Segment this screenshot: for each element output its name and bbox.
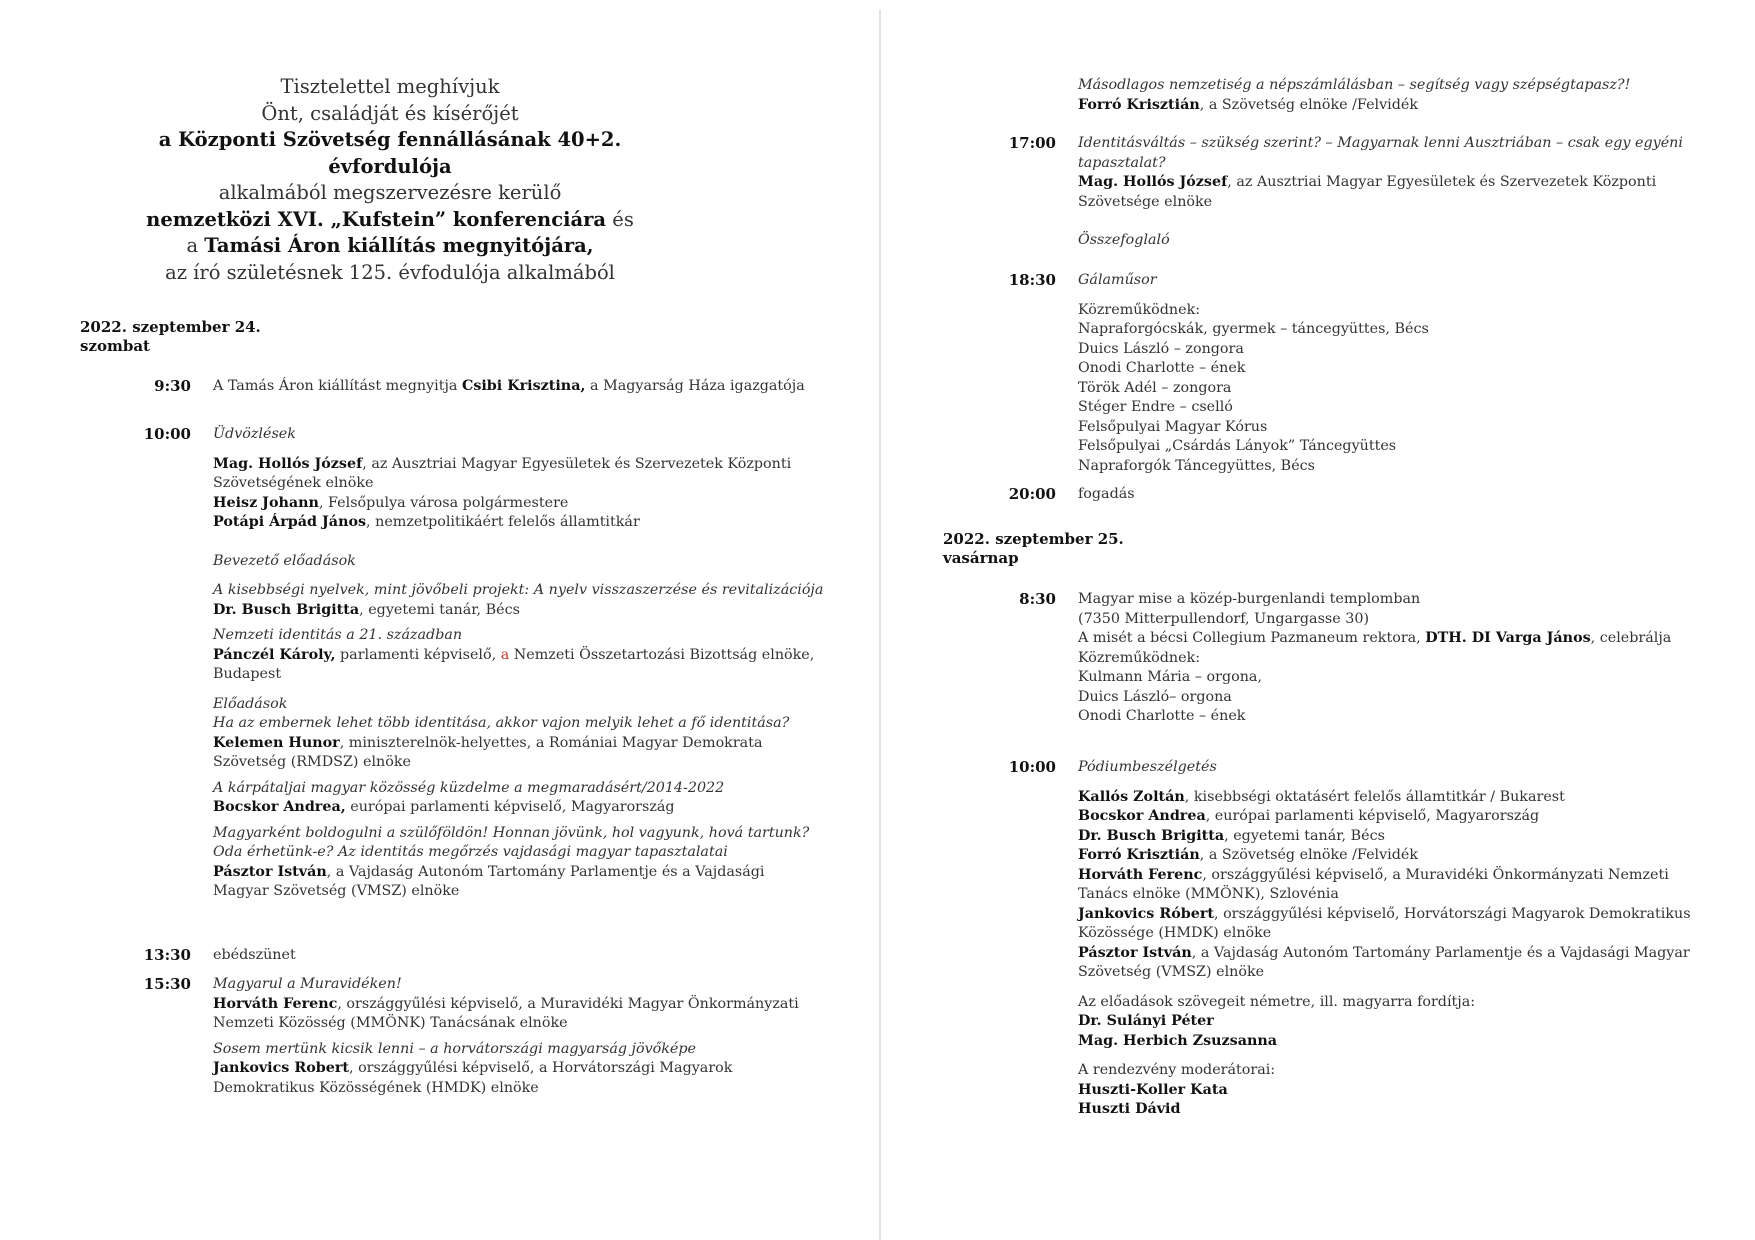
speaker-name: Potápi Árpád János (213, 514, 367, 530)
section-title: Üdvözlések (213, 426, 296, 442)
section-title: Pódiumbeszélgetés (1078, 759, 1217, 775)
lecture-title: Nemzeti identitás a 21. században (213, 627, 463, 643)
lecture-title: A kisebbségi nyelvek, mint jövőbeli projekt: A nyelv visszaszerzése és revitalizációja (213, 582, 824, 598)
event-text: A misét a bécsi Collegium Pazmaneum rektora, (1078, 630, 1426, 646)
event-text: fogadás (1078, 486, 1135, 502)
speaker-name: Horváth Ferenc (1078, 866, 1203, 883)
speaker-name: Forró Krisztián (1078, 96, 1200, 113)
invitation-line: az író születésnek 125. évfodulója alkalmából (165, 260, 615, 284)
speaker-name: Csibi Krisztina, (461, 378, 586, 394)
invitation-line (110, 207, 670, 234)
time-1700: 17:00 (1008, 134, 1056, 152)
program-1330 (213, 946, 296, 966)
section-title: Előadások (213, 695, 288, 712)
speaker-name: Kelemen Hunor (213, 734, 340, 751)
speaker-name: Kallós Zoltán (1078, 788, 1185, 805)
lecture-title: Ha az embernek lehet több identitása, akkor vajon melyik lehet a fő identitása? (213, 715, 790, 731)
performer: Felsőpulyai „Csárdás Lányok” Táncegyüttes (1078, 438, 1397, 454)
lecture-title: Sosem mertünk kicsik lenni – a horvátországi magyarság jövőképe (213, 1040, 696, 1057)
speaker-role: , kisebbségi oktatásért felelős államtitkár / Bukarest (1184, 788, 1565, 805)
lecture-title: Másodlagos nemzetiség a népszámlálásban – segítség vagy szépségtapasz?! (1078, 77, 1631, 93)
speaker-role: , országgyűlési képviselő, a Horvátországi Magyarok (348, 1060, 733, 1076)
speaker-role: , miniszterelnök-helyettes, a Romániai Magyar Demokrata (339, 734, 763, 751)
translators-label: Az előadások szövegeit németre, ill. magyarra fordítja: (1078, 993, 1476, 1010)
performer: Kulmann Mária – orgona, (1078, 669, 1262, 685)
speaker-role: , nemzetpolitikáért felelős államtitkár (366, 514, 640, 530)
program-0830 (1078, 590, 1671, 727)
performer: Napraforgók Táncegyüttes, Bécs (1078, 457, 1315, 474)
speaker-role: , országgyűlési képviselő, a Muravidéki Önkormányzati Nemzeti (1202, 866, 1669, 883)
performers-label: Közreműködnek: (1078, 649, 1201, 666)
speaker-role: , a Vajdaság Autonóm Tartomány Parlamentje és a Vajdasági Magyar (1191, 944, 1690, 961)
speaker-role: európai parlamenti képviselő, Magyarország (345, 799, 675, 815)
day1-date: 2022. szeptember 24. (80, 318, 261, 336)
speaker-role: , az Ausztriai Magyar Egyesületek és Szervezetek Központi (1227, 174, 1657, 190)
performer: Stéger Endre – cselló (1078, 399, 1233, 415)
moderator-name: Huszti-Koller Kata (1078, 1081, 1228, 1098)
speaker-role: , Felsőpulya városa polgármestere (318, 494, 569, 511)
lecture-title: A kárpátaljai magyar közösség küzdelme a megmaradásért/2014-2022 (213, 779, 725, 796)
event-text: A Tamás Áron kiállítást megnyitja (213, 378, 462, 394)
speaker-role: , európai parlamenti képviselő, Magyarország (1205, 808, 1540, 824)
translator-name: Mag. Herbich Zsuzsanna (1078, 1032, 1278, 1049)
performer: Duics László – zongora (1078, 340, 1244, 357)
speaker-role: , egyetemi tanár, Bécs (359, 601, 520, 618)
day1-heading (80, 318, 261, 356)
speaker-name: Mag. Hollós József (213, 455, 363, 472)
program-1000-day2 (1078, 758, 1691, 1120)
speaker-name: Pánczél Károly, (213, 646, 336, 663)
exhibition-name: Tamási Áron kiállítás megnyitójára, (204, 234, 594, 257)
time-0830: 8:30 (1019, 590, 1056, 608)
conference-name: nemzetközi XVI. „Kufstein” konferenciára (146, 207, 607, 231)
time-1530: 15:30 (143, 975, 191, 993)
day1-weekday: szombat (80, 337, 150, 355)
event-text: Magyar mise a közép-burgenlandi templomban (1078, 591, 1421, 607)
translator-name: Dr. Sulányi Péter (1078, 1013, 1214, 1029)
performer: Napraforgócskák, gyermek – táncegyüttes, Bécs (1078, 321, 1429, 337)
program-1700 (1078, 134, 1683, 251)
time-2000: 20:00 (1008, 485, 1056, 503)
speaker-role: , a Vajdaság Autonóm Tartomány Parlamentje és a Vajdasági (326, 863, 765, 880)
program-1830 (1078, 271, 1429, 476)
performer: Török Adél – zongora (1078, 379, 1232, 396)
speaker-name: Dr. Busch Brigitta (213, 601, 360, 618)
speaker-role: , a Szövetség elnöke /Felvidék (1199, 847, 1419, 863)
event-text: ebédszünet (213, 947, 296, 963)
section-title: Gálaműsor (1078, 272, 1157, 288)
speaker-name: Mag. Hollós József (1078, 174, 1228, 190)
day2-heading (943, 530, 1124, 568)
program-1000 (213, 425, 823, 902)
moderators-label: A rendezvény moderátorai: (1078, 1062, 1276, 1078)
speaker-role: , országgyűlési képviselő, a Muravidéki Magyar Önkormányzati (337, 995, 799, 1012)
program-1530 (213, 975, 799, 1098)
speaker-role: Nemzeti Közösség (MMÖNK) Tanácsának elnöke (213, 1015, 568, 1031)
speaker-role: Tanács elnöke (MMÖNK), Szlovénia (1078, 886, 1339, 902)
speaker-name: Dr. Busch Brigitta (1078, 827, 1225, 844)
lecture-title: Magyarként boldogulni a szülőföldön! Honnan jövünk, hol vagyunk, hová tartunk? (213, 824, 810, 841)
speaker-role: , országgyűlési képviselő, Horvátországi Magyarok Demokratikus (1213, 905, 1691, 922)
invitation-line: a Központi Szövetség fennállásának 40+2. évfordulója (158, 128, 622, 178)
speaker-name: Bocskor Andrea (1078, 808, 1206, 824)
speaker-role: Budapest (213, 666, 282, 682)
speaker-role: Demokratikus Közösségének (HMDK) elnöke (213, 1079, 539, 1096)
invitation-header (110, 74, 670, 286)
lecture-title: tapasztalat? (1078, 154, 1166, 171)
speaker-role: Magyar Szövetség (VMSZ) elnöke (213, 883, 460, 899)
time-1000: 10:00 (143, 425, 191, 443)
performers-label: Közreműködnek: (1078, 301, 1201, 318)
event-text: , celebrálja (1590, 630, 1672, 646)
speaker-role: Nemzeti Összetartozási Bizottság elnöke, (509, 646, 815, 663)
invitation-line: alkalmából megszervezésre kerülő (218, 181, 562, 204)
time-1830: 18:30 (1008, 271, 1056, 289)
invitation-text: a (186, 234, 205, 257)
speaker-name: Jankovics Róbert (1078, 905, 1214, 922)
speaker-name: Pásztor István (1078, 944, 1192, 961)
speaker-role: Szövetsége elnöke (1078, 193, 1213, 210)
event-text: a Magyarság Háza igazgatója (585, 378, 805, 394)
right-page (884, 0, 1755, 1240)
page-divider (879, 10, 881, 1240)
speaker-name: Pásztor István (213, 863, 327, 880)
event-text: (7350 Mitterpullendorf, Ungargasse 30) (1078, 610, 1370, 627)
invitation-text: és (606, 207, 634, 231)
speaker-name: Heisz Johann (213, 494, 319, 511)
day2-weekday: vasárnap (943, 549, 1019, 567)
speaker-role: , a Szövetség elnöke /Felvidék (1199, 96, 1419, 113)
time-0930: 9:30 (154, 377, 191, 395)
moderator-name: Huszti Dávid (1078, 1101, 1181, 1117)
lecture-title: Identitásváltás – szükség szerint? – Magyarnak lenni Ausztriában – csak egy egyéni (1078, 135, 1683, 151)
speaker-role: a (500, 646, 510, 663)
performer: Duics László– orgona (1078, 688, 1232, 705)
day2-date: 2022. szeptember 25. (943, 530, 1124, 548)
speaker-role: parlamenti képviselő, (335, 646, 501, 663)
lecture-title: Oda érhetünk-e? Az identitás megőrzés vajdasági magyar tapasztalatai (213, 844, 728, 860)
speaker-role: Szövetségének elnöke (213, 475, 374, 491)
time-1000-day2: 10:00 (1008, 758, 1056, 776)
speaker-role: , az Ausztriai Magyar Egyesületek és Szervezetek Központi (362, 455, 792, 472)
speaker-role: , egyetemi tanár, Bécs (1224, 827, 1385, 844)
speaker-role: Szövetség (VMSZ) elnöke (1078, 964, 1265, 980)
section-title: Összefoglaló (1078, 232, 1170, 248)
speaker-name: Forró Krisztián (1078, 847, 1200, 863)
invitation-line: Önt, családját és kísérőjét (261, 101, 519, 125)
lecture-title: Magyarul a Muravidéken! (213, 976, 402, 992)
program-2000 (1078, 485, 1135, 505)
performer: Onodi Charlotte – ének (1078, 708, 1246, 724)
invitation-line (110, 233, 670, 260)
speaker-name: Bocskor Andrea, (213, 799, 346, 815)
speaker-name: DTH. DI Varga János (1425, 630, 1591, 646)
performer: Felsőpulyai Magyar Kórus (1078, 418, 1268, 435)
invitation-line: Tisztelettel meghívjuk (280, 75, 500, 98)
program-0930 (213, 377, 805, 397)
performer: Onodi Charlotte – ének (1078, 360, 1246, 376)
speaker-name: Horváth Ferenc (213, 995, 338, 1012)
time-1330: 13:30 (143, 946, 191, 964)
speaker-name: Jankovics Robert (213, 1060, 349, 1076)
program-1530-cont (1078, 76, 1630, 115)
speaker-role: Szövetség (RMDSZ) elnöke (213, 754, 411, 770)
section-title: Bevezető előadások (213, 552, 356, 569)
speaker-role: Közössége (HMDK) elnöke (1078, 925, 1272, 941)
